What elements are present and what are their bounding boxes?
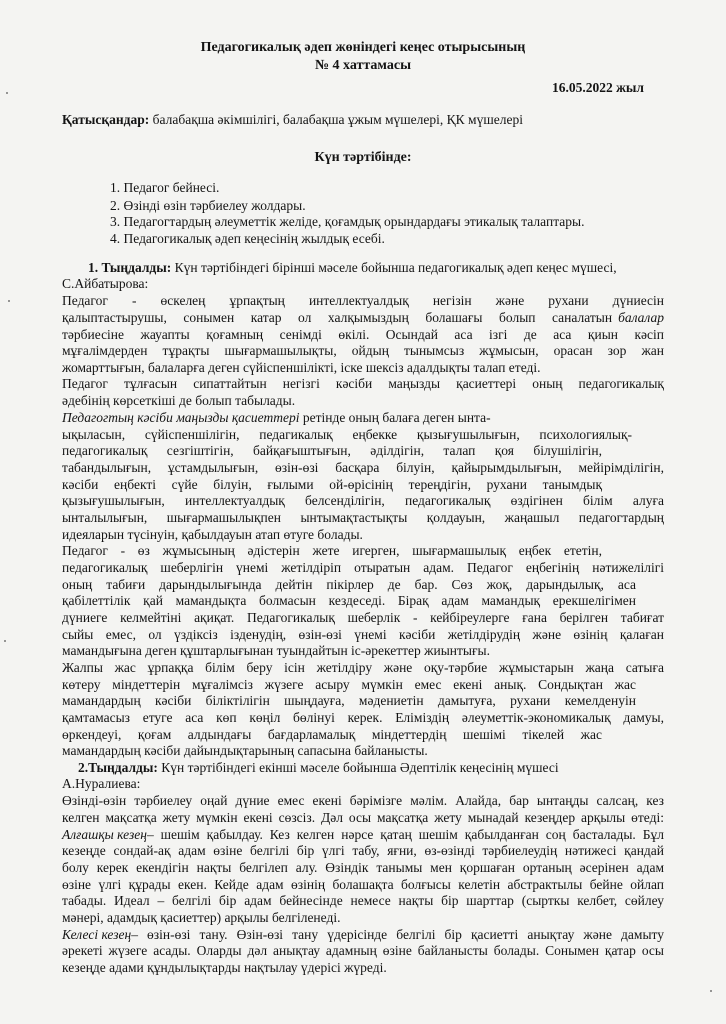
stage-label: Алғашқы кезең [62, 827, 147, 842]
agenda-item: 3. Педагогтардың әлеуметтік желіде, қоғамдық орындардағы этикалық талаптары. [110, 214, 585, 229]
body-line: қамтамасыз етуге аса көп көңіл бөлінуі керек. Еліміздің әлеуметтік-экономикалық дамуы, [62, 710, 664, 725]
document-title: Педагогикалық әдеп жөніндегі кеңес отырысының [200, 40, 526, 55]
scan-speck [4, 640, 6, 642]
section2-heard [78, 760, 559, 776]
body-line: мәнері, адамдық қасиеттер) арқылы белгіленеді. [62, 910, 341, 925]
body-line: қызығушылығын, интеллектуалдық белсенділігін, педагогикалық өздігінен білім алуға [62, 493, 664, 508]
section1-speaker: С.Айбатырова: [62, 276, 149, 291]
body-text: ретінде оның балаға деген ынта- [302, 410, 491, 425]
body-line: ықыласын, сүйіспеншілігін, педагикалық еңбекке қызығушылығын, психологиялық- [62, 427, 632, 442]
body-line: сыйы емес, ол үздіксіз ізденудің, өзін-өзі үнемі кәсіби жетілдірудің және өзінің қалаған [62, 627, 664, 642]
body-line: мамандығына деген құштарлығынан туындайтын іс-әрекеттер жиынтығы. [62, 643, 490, 658]
body-line: өркендеуі, қоғам алдындағы бағдарламалық міндеттердің шешімі тікелей жас [62, 727, 602, 742]
agenda-item: 2. Өзінді өзін тәрбиелеу жолдары. [110, 198, 306, 213]
agenda-title: Күн тәртібінде: [314, 150, 412, 165]
body-line: әрекеті жүзеге асады. Оларды дәл анықтау адамның өзіне байланысты болады. Сонымен қатар осы [62, 943, 664, 958]
participants-text: балабақша әкімшілігі, балабақша ұжым мүшелері, ҚК мүшелері [149, 112, 523, 127]
body-line: кезеңде сондай-ақ адам өзіне белгілі бір үлгі табу, яғни, өз-өзінді тәрбиелеудің нәтижесі қандай [62, 843, 664, 858]
body-line [62, 310, 664, 326]
body-line: кезеңде адами құндылықтарды нақтылау үдерісі жүреді. [62, 960, 387, 975]
body-text: қалыптастырушы, сонымен катар ол халқымыздың болашағы болып саналатын [62, 310, 613, 325]
body-line: табады. Идеал – белгілі бір адам бейнесінде немесе нақты бір шарттар (сырткы келбет, сөйлеу [62, 893, 664, 908]
body-line: табандылығын, ұстамдылығын, өзін-өзі басқара білуін, қайырымдылығын, мейірімділігін, [62, 460, 664, 475]
body-line: Педагог - өз жұмысының әдістерін жете игерген, шығармашылық еңбек ететін, [62, 543, 602, 558]
section2-heard-label: 2.Тыңдалды: [78, 760, 158, 775]
body-line: Жалпы жас ұрпаққа білім беру ісін жетілдіру және оқу-тәрбие жұмыстарын жаңа сатыға [62, 660, 664, 675]
italic-phrase: Педагогтың кәсіби маңызды қасиеттері [62, 410, 300, 425]
body-line: Педагог тұлғасын сипаттайтын негізгі кәсіби маңызды қасиеттері оның педагогикалық [62, 376, 664, 391]
scan-speck [6, 92, 8, 94]
body-line: дүниеге келмейтіні ақиқат. Педагогикалық шеберлік - кейбіреулерге ғана берілген табиғат [62, 610, 664, 625]
body-line: әдебінің көрсеткіші де болып табылады. [62, 393, 296, 408]
body-line: Педагог - өскелең ұрпақтың интеллектуалдық негізін және рухани дүниесін [62, 293, 664, 308]
body-line: болу керек екендігін нақты белгілеп алу. Өзіндік танымы мен қоршаған ортаның әсерінен адам [62, 860, 664, 875]
participants-label: Қатысқандар: [62, 112, 150, 127]
body-line: педагогикалық шеберлігін үнемі жетілдіріп отыратын адам. Педагог еңбегінің нәтижелілігі [62, 560, 664, 575]
body-line: Өзінді-өзін тәрбиелеу оңай дүние емес екені бәрімізге мәлім. Алайда, бар ынтаңды салсаң, кез [62, 793, 664, 808]
scan-speck [710, 990, 712, 992]
body-line: көтеру міндеттерін мұғалімсіз жүзеге асыру мүмкін емес екені анық. Сондықтан жас [62, 677, 636, 692]
section2-heard-text: Күн тәртібіндегі екінші мәселе бойынша Әдептілік кеңесінің мүшесі [157, 760, 559, 775]
body-text: – өзін-өзі тану. Өзін-өзі тану үдерісінде белгілі бір қасиетті анықтау және дамыту [131, 927, 664, 942]
body-line: жомарттығын, балаларға деген сүйіспеншілікті, іске шексіз адалдықты талап етеді. [62, 360, 541, 375]
italic-word: балалар [618, 310, 664, 325]
body-line: педагогикалық сезгіштігін, байқағыштығын, әділдігін, талап қоя білушілігін, [62, 443, 602, 458]
body-line: келген мақсатқа жету мүмкін екені сөзсіз. Дәл осы мақсатқа жету мынадай кезеңдер арқылы өтеді: [62, 810, 664, 825]
body-line: ынталылығын, шығармашылықпен ынтымақтастықты қолдауын, жаңашыл педагогтардың [62, 510, 664, 525]
section1-heard-text: Күн тәртібіндегі бірінші мәселе бойынша педагогикалық әдеп кеңес мүшесі, [171, 260, 617, 275]
body-line: тәрбиесіне жауапты қоғамның сенімді өкілі. Осындай аса ізгі де аса қиын кәсіп [62, 327, 664, 342]
participants-line [62, 112, 523, 128]
body-line: мамандардың кәсіби біліктілігін шыңдауға, мәдениетін дамытуға, рухани кемелденуін [62, 693, 636, 708]
body-line: оның табиғи дарындылығында дейтін пікірлер де бар. Сөз жоқ, дарындылық, аса [62, 577, 636, 592]
body-line: өзіне үлгі құрады екен. Кейде адам өзінің болашақта болғысы келетін абстрактылы бейне ойлап [62, 877, 664, 892]
body-line [62, 410, 491, 426]
body-line: мұғалімдерден тұрақты шығармашылықты, ойдың тынымсыз жұмысын, орасан зор жан [62, 343, 664, 358]
body-line [62, 927, 664, 943]
agenda-item: 1. Педагог бейнесі. [110, 180, 220, 195]
section2-speaker: А.Нуралиева: [62, 776, 141, 791]
stage-label: Келесі кезең [62, 927, 132, 942]
section1-heard-label: 1. Тыңдалды: [88, 260, 172, 275]
document-date: 16.05.2022 жыл [551, 80, 644, 95]
protocol-number: № 4 хаттамасы [314, 58, 412, 73]
body-line: мамандардың кәсіби дайындықтарының сапасына байланысты. [62, 743, 428, 758]
body-line: кәсіби еңбекті сүйе білуін, ғылыми ой-өрісінің тереңдігін, рухани танымдық [62, 477, 602, 492]
body-line: идеяларын түсінуін, қабылдауын атап өтуге болады. [62, 527, 363, 542]
body-line: қабілеттілік қай мамандықта болмасын кездеседі. Бірақ адам мамандық ерекшелігімен [62, 593, 636, 608]
body-text: – шешім қабылдау. Кез келген нәрсе қатаң шешім қабылданған соң басталады. Бұл [146, 827, 664, 842]
section1-heard [88, 260, 617, 276]
agenda-item: 4. Педагогикалық әдеп кеңесінің жылдық есебі. [110, 231, 385, 246]
scan-speck [8, 300, 10, 302]
body-line [62, 827, 664, 843]
